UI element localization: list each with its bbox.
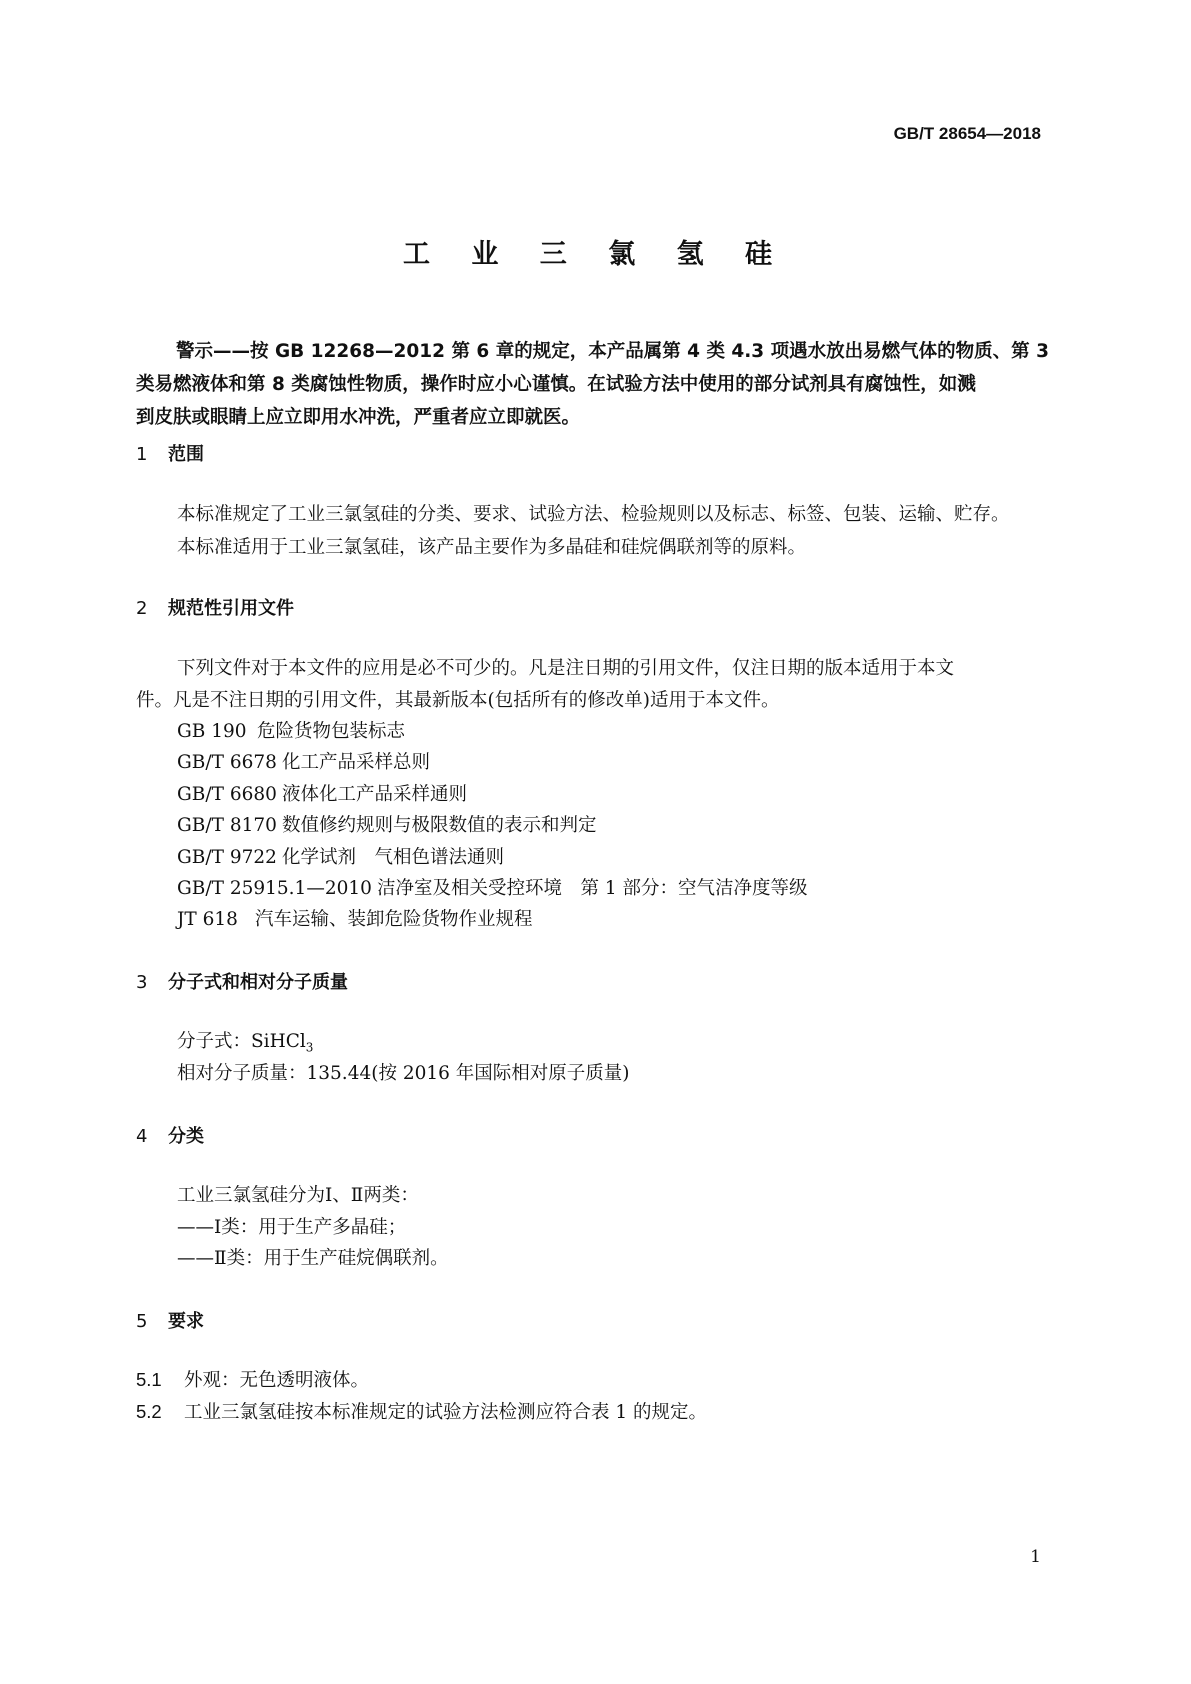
subclause-number: 5.2 xyxy=(136,1401,162,1422)
reference-code: GB/T 6680 xyxy=(177,784,277,805)
reference-code: GB/T 6678 xyxy=(177,752,277,773)
reference-item xyxy=(177,874,808,900)
reference-title: 化学试剂 气相色谱法通则 xyxy=(282,847,505,868)
section-number: 1 xyxy=(136,444,148,465)
section-number: 3 xyxy=(136,972,148,993)
section-number: 2 xyxy=(136,598,148,619)
subclause-5-2 xyxy=(136,1398,707,1424)
formula-text: 分子式：SiHCl xyxy=(177,1031,306,1052)
subclause-text: 外观：无色透明液体。 xyxy=(184,1370,370,1391)
paragraph: 下列文件对于本文件的应用是必不可少的。凡是注日期的引用文件，仅注日期的版本适用于本文 xyxy=(177,658,955,679)
section-title: 分子式和相对分子质量 xyxy=(168,972,348,993)
subclause-5-1 xyxy=(136,1366,369,1392)
section-heading-normative-references xyxy=(136,594,294,620)
paragraph: 工业三氯氢硅分为Ⅰ、Ⅱ两类： xyxy=(177,1185,419,1206)
section-heading-requirements xyxy=(136,1307,204,1333)
reference-item xyxy=(177,717,405,743)
formula-subscript: 3 xyxy=(305,1040,314,1055)
section-title: 范围 xyxy=(168,444,204,465)
molecular-mass: 相对分子质量：135.44(按 2016 年国际相对原子质量) xyxy=(177,1063,630,1084)
standard-code: GB/T 28654—2018 xyxy=(893,124,1041,143)
section-title: 规范性引用文件 xyxy=(168,598,294,619)
warning-line: 警示——按 GB 12268—2012 第 6 章的规定，本产品属第 4 类 4.3 项遇水放出易燃气体的物质、第 3 xyxy=(176,341,1049,362)
reference-code: GB 190 xyxy=(177,721,247,742)
section-heading-classification xyxy=(136,1122,204,1148)
reference-item xyxy=(177,843,504,869)
page-number: 1 xyxy=(1030,1547,1041,1567)
reference-code: GB/T 25915.1—2010 xyxy=(177,878,372,899)
list-item: ——Ⅱ类：用于生产硅烷偶联剂。 xyxy=(177,1248,449,1269)
reference-code: JT 618 xyxy=(177,909,238,930)
warning-line: 类易燃液体和第 8 类腐蚀性物质，操作时应小心谨慎。在试验方法中使用的部分试剂具有腐蚀性，如溅 xyxy=(136,374,976,395)
reference-item xyxy=(177,811,597,837)
subclause-text: 工业三氯氢硅按本标准规定的试验方法检测应符合表 1 的规定。 xyxy=(184,1402,708,1423)
reference-code: GB/T 8170 xyxy=(177,815,277,836)
section-number: 5 xyxy=(136,1311,148,1332)
list-item: ——Ⅰ类：用于生产多晶硅； xyxy=(177,1217,407,1238)
section-heading-scope xyxy=(136,440,204,466)
section-title: 分类 xyxy=(168,1126,204,1147)
reference-title: 洁净室及相关受控环境 第 1 部分：空气洁净度等级 xyxy=(377,878,808,899)
reference-title: 化工产品采样总则 xyxy=(282,752,431,773)
warning-block xyxy=(136,335,1056,434)
paragraph: 本标准规定了工业三氯氢硅的分类、要求、试验方法、检验规则以及标志、标签、包装、运输、贮存。 xyxy=(177,504,1010,525)
reference-title: 数值修约规则与极限数值的表示和判定 xyxy=(282,815,597,836)
section-number: 4 xyxy=(136,1126,148,1147)
section-heading-formula xyxy=(136,968,348,994)
reference-item xyxy=(177,780,467,806)
warning-line: 到皮肤或眼睛上应立即用水冲洗，严重者应立即就医。 xyxy=(136,407,581,428)
paragraph: 本标准适用于工业三氯氢硅，该产品主要作为多晶硅和硅烷偶联剂等的原料。 xyxy=(177,537,807,558)
reference-title: 汽车运输、装卸危险货物作业规程 xyxy=(255,909,533,930)
paragraph: 件。凡是不注日期的引用文件，其最新版本(包括所有的修改单)适用于本文件。 xyxy=(136,690,780,711)
subclause-number: 5.1 xyxy=(136,1369,162,1390)
reference-code: GB/T 9722 xyxy=(177,847,277,868)
reference-item xyxy=(177,905,533,931)
reference-item xyxy=(177,748,430,774)
molecular-formula xyxy=(177,1027,313,1055)
document-title: 工 业 三 氯 氢 硅 xyxy=(403,239,788,270)
reference-title: 危险货物包装标志 xyxy=(257,721,406,742)
section-title: 要求 xyxy=(168,1311,204,1332)
reference-title: 液体化工产品采样通则 xyxy=(282,784,468,805)
